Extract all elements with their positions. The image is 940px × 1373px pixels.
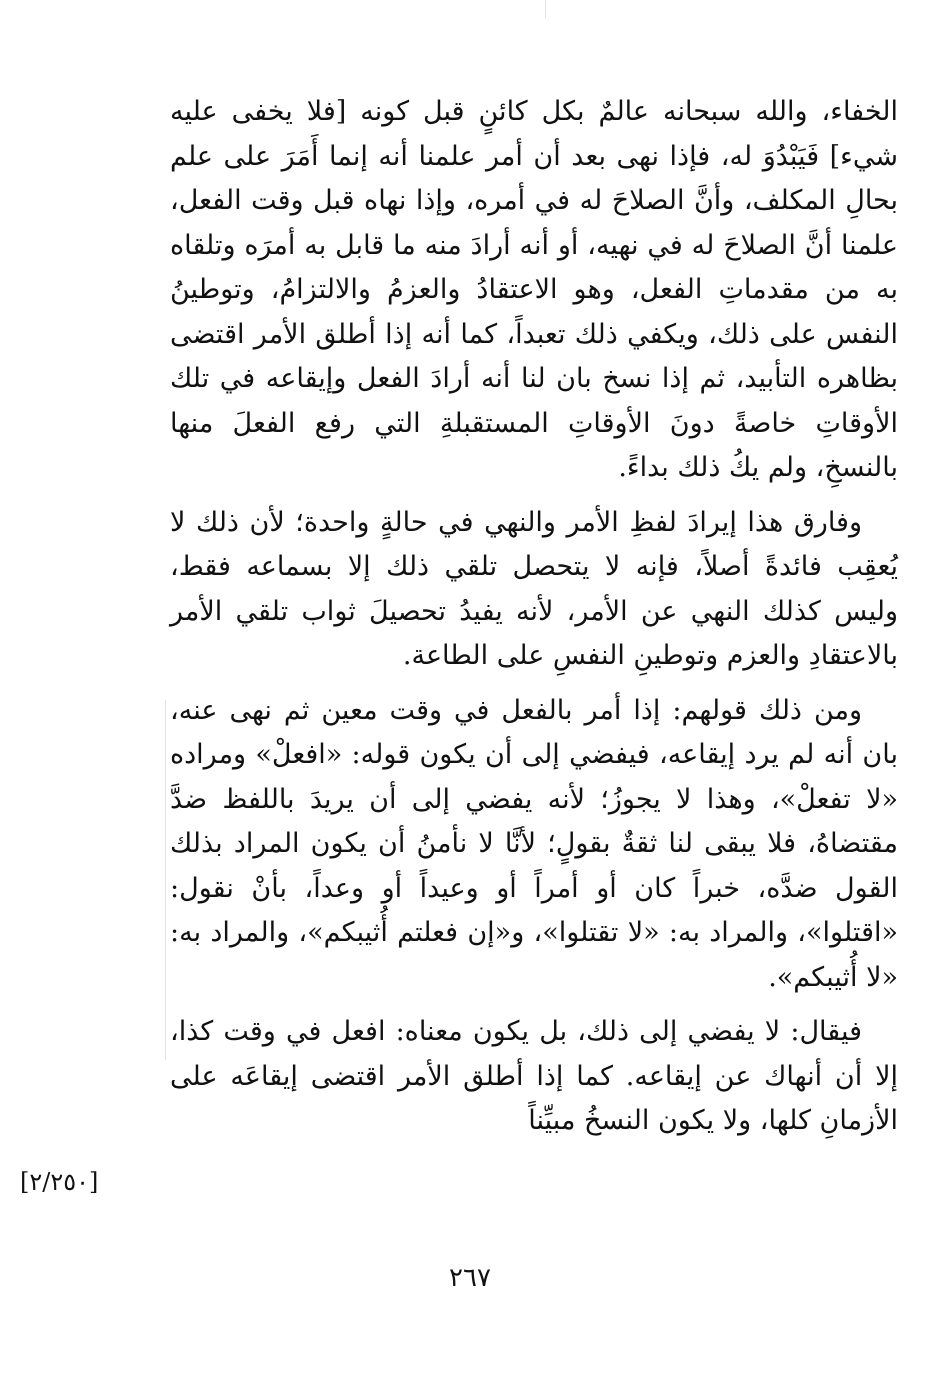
paragraph-2: وفارق هذا إيرادَ لفظِ الأمر والنهي في حالةٍ واحدة؛ لأن ذلك لا يُعقِب فائدةً أصلاً، فإنه لا يتحصل تلقي ذلك إلا بسماعه فقط، وليس كذلك النهي عن الأمر، لأنه يفيدُ تحصيلَ ثواب تلقي الأمر بالاعتقادِ والعزم وتوطينِ النفسِ على الطاعة. [170,506,898,671]
margin-page-reference: [٢/٢٥٠] [20,1168,99,1196]
paragraph-3: ومن ذلك قولهم: إذا أمر بالفعل في وقت معين ثم نهى عنه، بان أنه لم يرد إيقاعه، فيفضي إلى أن يكون قوله: «افعلْ» ومراده «لا تفعلْ»، وهذا لا يجوزُ؛ لأنه يفضي إلى أن يريدَ باللفظ ضدَّ مقتضاهُ، فلا يبقى لنا ثقةٌ بقولٍ؛ لأنَّا لا نأمنُ أن يكون المراد بذلك القول ضدَّه، خبراً كان أو أمراً أو وعيداً أو وعداً، بأنْ نقول: «اقتلوا»، والمراد به: «لا تقتلوا»، و«إن فعلتم أُثيبكم»، والمراد به: «لا أُثيبكم». [170,694,898,993]
paragraph-1: الخفاء، والله سبحانه عالمٌ بكل كائنٍ قبل كونه [فلا يخفى عليه شيء] فَيَبْدُوَ له، فإذا نهى بعد أن أمر علمنا أنه إنما أَمَرَ على علم بحالِ المكلف، وأنَّ الصلاحَ له في أمره، وإذا نهاه قبل وقت الفعل، علمنا أنَّ الصلاحَ له في نهيه، أو أنه أرادَ منه ما قابل به أمرَه وتلقاه به من مقدماتِ الفعل، وهو الاعتقادُ والعزمُ والالتزامُ، وتوطينُ النفس على ذلك، ويكفي ذلك تعبداً، كما أنه إذا أطلق الأمر اقتضى بظاهره التأبيد، ثم إذا نسخ بان لنا أنه أرادَ الفعل وإيقاعه في تلك الأوقاتِ خاصةً دونَ الأوقاتِ المستقبلةِ التي رفع الفعلَ منها بالنسخِ، ولم يكُ ذلك بداءً. [170,96,898,483]
paragraph-4: فيقال: لا يفضي إلى ذلك، بل يكون معناه: افعل في وقت كذا، إلا أن أنهاك عن إيقاعه. كما إذا أطلق الأمر اقتضى إيقاعَه على الأزمانِ كلها، ولا يكون النسخُ مبيِّناً [170,1016,898,1136]
page-number: ٢٦٧ [449,1263,491,1293]
page-body [170,90,898,1144]
scan-edge-mark [165,700,166,1060]
scan-edge-mark [545,0,546,18]
